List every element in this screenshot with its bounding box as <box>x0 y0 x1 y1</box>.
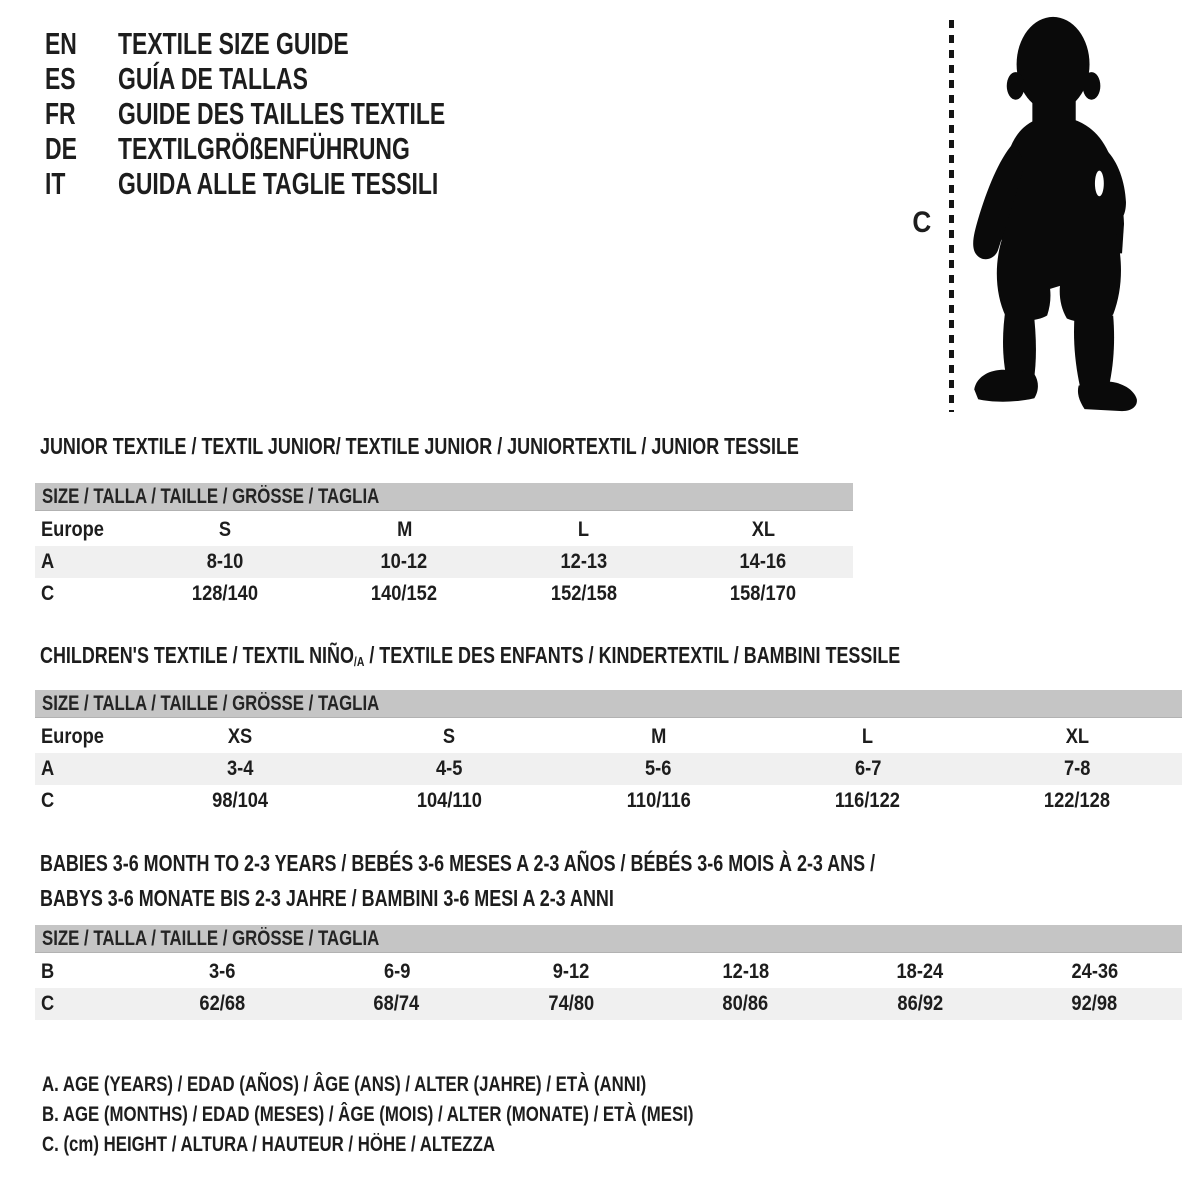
size-header-text: SIZE / TALLA / TAILLE / GRÖSSE / TAGLIA <box>42 691 380 715</box>
height-value: 110/116 <box>626 789 691 812</box>
language-title-list <box>45 26 560 201</box>
children-table-grid <box>35 721 1182 817</box>
age-value: 8-10 <box>206 550 244 573</box>
language-code: IT <box>45 165 66 201</box>
size-value: L <box>578 518 590 541</box>
size-value: L <box>862 725 874 748</box>
size-value: S <box>442 725 456 748</box>
toddler-silhouette-icon <box>963 12 1151 416</box>
language-row-es <box>45 61 560 96</box>
junior-size-table <box>35 483 853 610</box>
measure-label-c: C <box>912 206 932 239</box>
height-value: 98/104 <box>211 789 268 812</box>
row-label: C <box>41 582 55 605</box>
age-value: 12-13 <box>560 550 608 573</box>
size-value: XL <box>751 518 775 541</box>
language-row-en <box>45 26 560 61</box>
height-value: 122/128 <box>1044 789 1111 812</box>
language-row-de <box>45 131 560 166</box>
age-value: 6-9 <box>383 960 410 983</box>
table-row-europe <box>35 514 853 546</box>
babies-section-title-line1 <box>40 851 1111 875</box>
height-value: 128/140 <box>191 582 258 605</box>
junior-title-text: JUNIOR TEXTILE / TEXTIL JUNIOR/ TEXTILE JUNIOR / JUNIORTEXTIL / JUNIOR TESSILE <box>40 433 799 459</box>
age-value: 7-8 <box>1064 757 1091 780</box>
size-header-bar <box>35 925 1182 953</box>
height-measure-figure <box>905 10 1175 422</box>
row-label: A <box>41 550 55 573</box>
age-value: 9-12 <box>552 960 590 983</box>
size-header-text: SIZE / TALLA / TAILLE / GRÖSSE / TAGLIA <box>42 484 380 508</box>
legend-item-a: A. AGE (YEARS) / EDAD (AÑOS) / ÂGE (ANS) / ALTER (JAHRE) / ETÀ (ANNI) <box>42 1073 647 1096</box>
table-row-height-cm <box>35 578 853 610</box>
language-code: EN <box>45 25 77 61</box>
table-row-europe <box>35 721 1182 753</box>
nino-a-subscript: /A <box>353 653 365 669</box>
height-value: 158/170 <box>730 582 797 605</box>
row-label: C <box>41 992 55 1015</box>
height-value: 116/122 <box>835 789 901 812</box>
size-header-text: SIZE / TALLA / TAILLE / GRÖSSE / TAGLIA <box>42 926 380 950</box>
height-value: 104/110 <box>416 789 482 812</box>
table-row-height-cm <box>35 785 1182 817</box>
age-value: 6-7 <box>854 757 882 780</box>
age-value: 3-4 <box>226 757 253 780</box>
junior-table-grid <box>35 514 853 610</box>
legend <box>42 1070 856 1160</box>
age-value: 3-6 <box>209 960 236 983</box>
age-value: 14-16 <box>739 550 787 573</box>
babies-title-text-line1: BABIES 3-6 MONTH TO 2-3 YEARS / BEBÉS 3-6 MESES A 2-3 AÑOS / BÉBÉS 3-6 MOIS À 2-3 ANS / <box>40 850 876 876</box>
size-header-bar <box>35 483 853 511</box>
height-dashed-line <box>949 20 954 412</box>
babies-table-grid <box>35 956 1182 1020</box>
size-value: S <box>218 518 231 541</box>
babies-title-text-line2: BABYS 3-6 MONATE BIS 2-3 JAHRE / BAMBINI 3-6 MESI A 2-3 ANNI <box>40 885 614 911</box>
height-value: 68/74 <box>373 992 420 1015</box>
row-label: C <box>41 789 55 812</box>
size-header-bar <box>35 690 1182 718</box>
language-row-it <box>45 166 560 201</box>
guide-title-en: TEXTILE SIZE GUIDE <box>118 25 349 61</box>
size-value: XS <box>227 725 252 748</box>
babies-section-title-line2 <box>40 886 776 910</box>
guide-title-es: GUÍA DE TALLAS <box>118 60 308 96</box>
age-value: 24-36 <box>1071 960 1119 983</box>
row-label: Europe <box>41 518 104 541</box>
height-value: 92/98 <box>1071 992 1118 1015</box>
legend-item-c: C. (cm) HEIGHT / ALTURA / HAUTEUR / HÖHE / ALTEZZA <box>42 1133 495 1156</box>
table-row-height-cm <box>35 988 1182 1020</box>
babies-size-table <box>35 925 1182 1020</box>
height-value: 74/80 <box>548 992 595 1015</box>
guide-title-fr: GUIDE DES TAILLES TEXTILE <box>118 95 446 131</box>
table-row-age-months <box>35 956 1182 988</box>
height-value: 80/86 <box>722 992 769 1015</box>
children-title-text: CHILDREN'S TEXTILE / TEXTIL $NIÑO_{/A}$ / TEXTILE DES ENFANTS / KINDERTEXTIL / BAMBINI TESSILE <box>40 642 901 669</box>
row-label: B <box>41 960 55 983</box>
row-label: Europe <box>41 725 104 748</box>
junior-section-title <box>40 434 1013 458</box>
table-row-age-years <box>35 546 853 578</box>
guide-title-de: TEXTILGRÖßENFÜHRUNG <box>118 130 410 166</box>
size-value: M <box>650 725 667 748</box>
height-value: 62/68 <box>199 992 246 1015</box>
size-value: XL <box>1065 725 1089 748</box>
language-row-fr <box>45 96 560 131</box>
age-value: 5-6 <box>645 757 672 780</box>
table-row-age-years <box>35 753 1182 785</box>
age-value: 12-18 <box>722 960 770 983</box>
age-value: 4-5 <box>435 757 463 780</box>
guide-title-it: GUIDA ALLE TAGLIE TESSILI <box>118 165 439 201</box>
language-code: ES <box>45 60 76 96</box>
size-value: M <box>396 518 412 541</box>
height-value: 140/152 <box>371 582 438 605</box>
row-label: A <box>41 757 55 780</box>
children-size-table <box>35 690 1182 817</box>
age-value: 18-24 <box>896 960 944 983</box>
height-value: 152/158 <box>550 582 617 605</box>
height-value: 86/92 <box>897 992 944 1015</box>
language-code: FR <box>45 95 76 131</box>
children-section-title <box>40 643 1143 674</box>
legend-item-b: B. AGE (MONTHS) / EDAD (MESES) / ÂGE (MOIS) / ALTER (MONATE) / ETÀ (MESI) <box>42 1103 694 1126</box>
language-code: DE <box>45 130 77 166</box>
age-value: 10-12 <box>380 550 428 573</box>
